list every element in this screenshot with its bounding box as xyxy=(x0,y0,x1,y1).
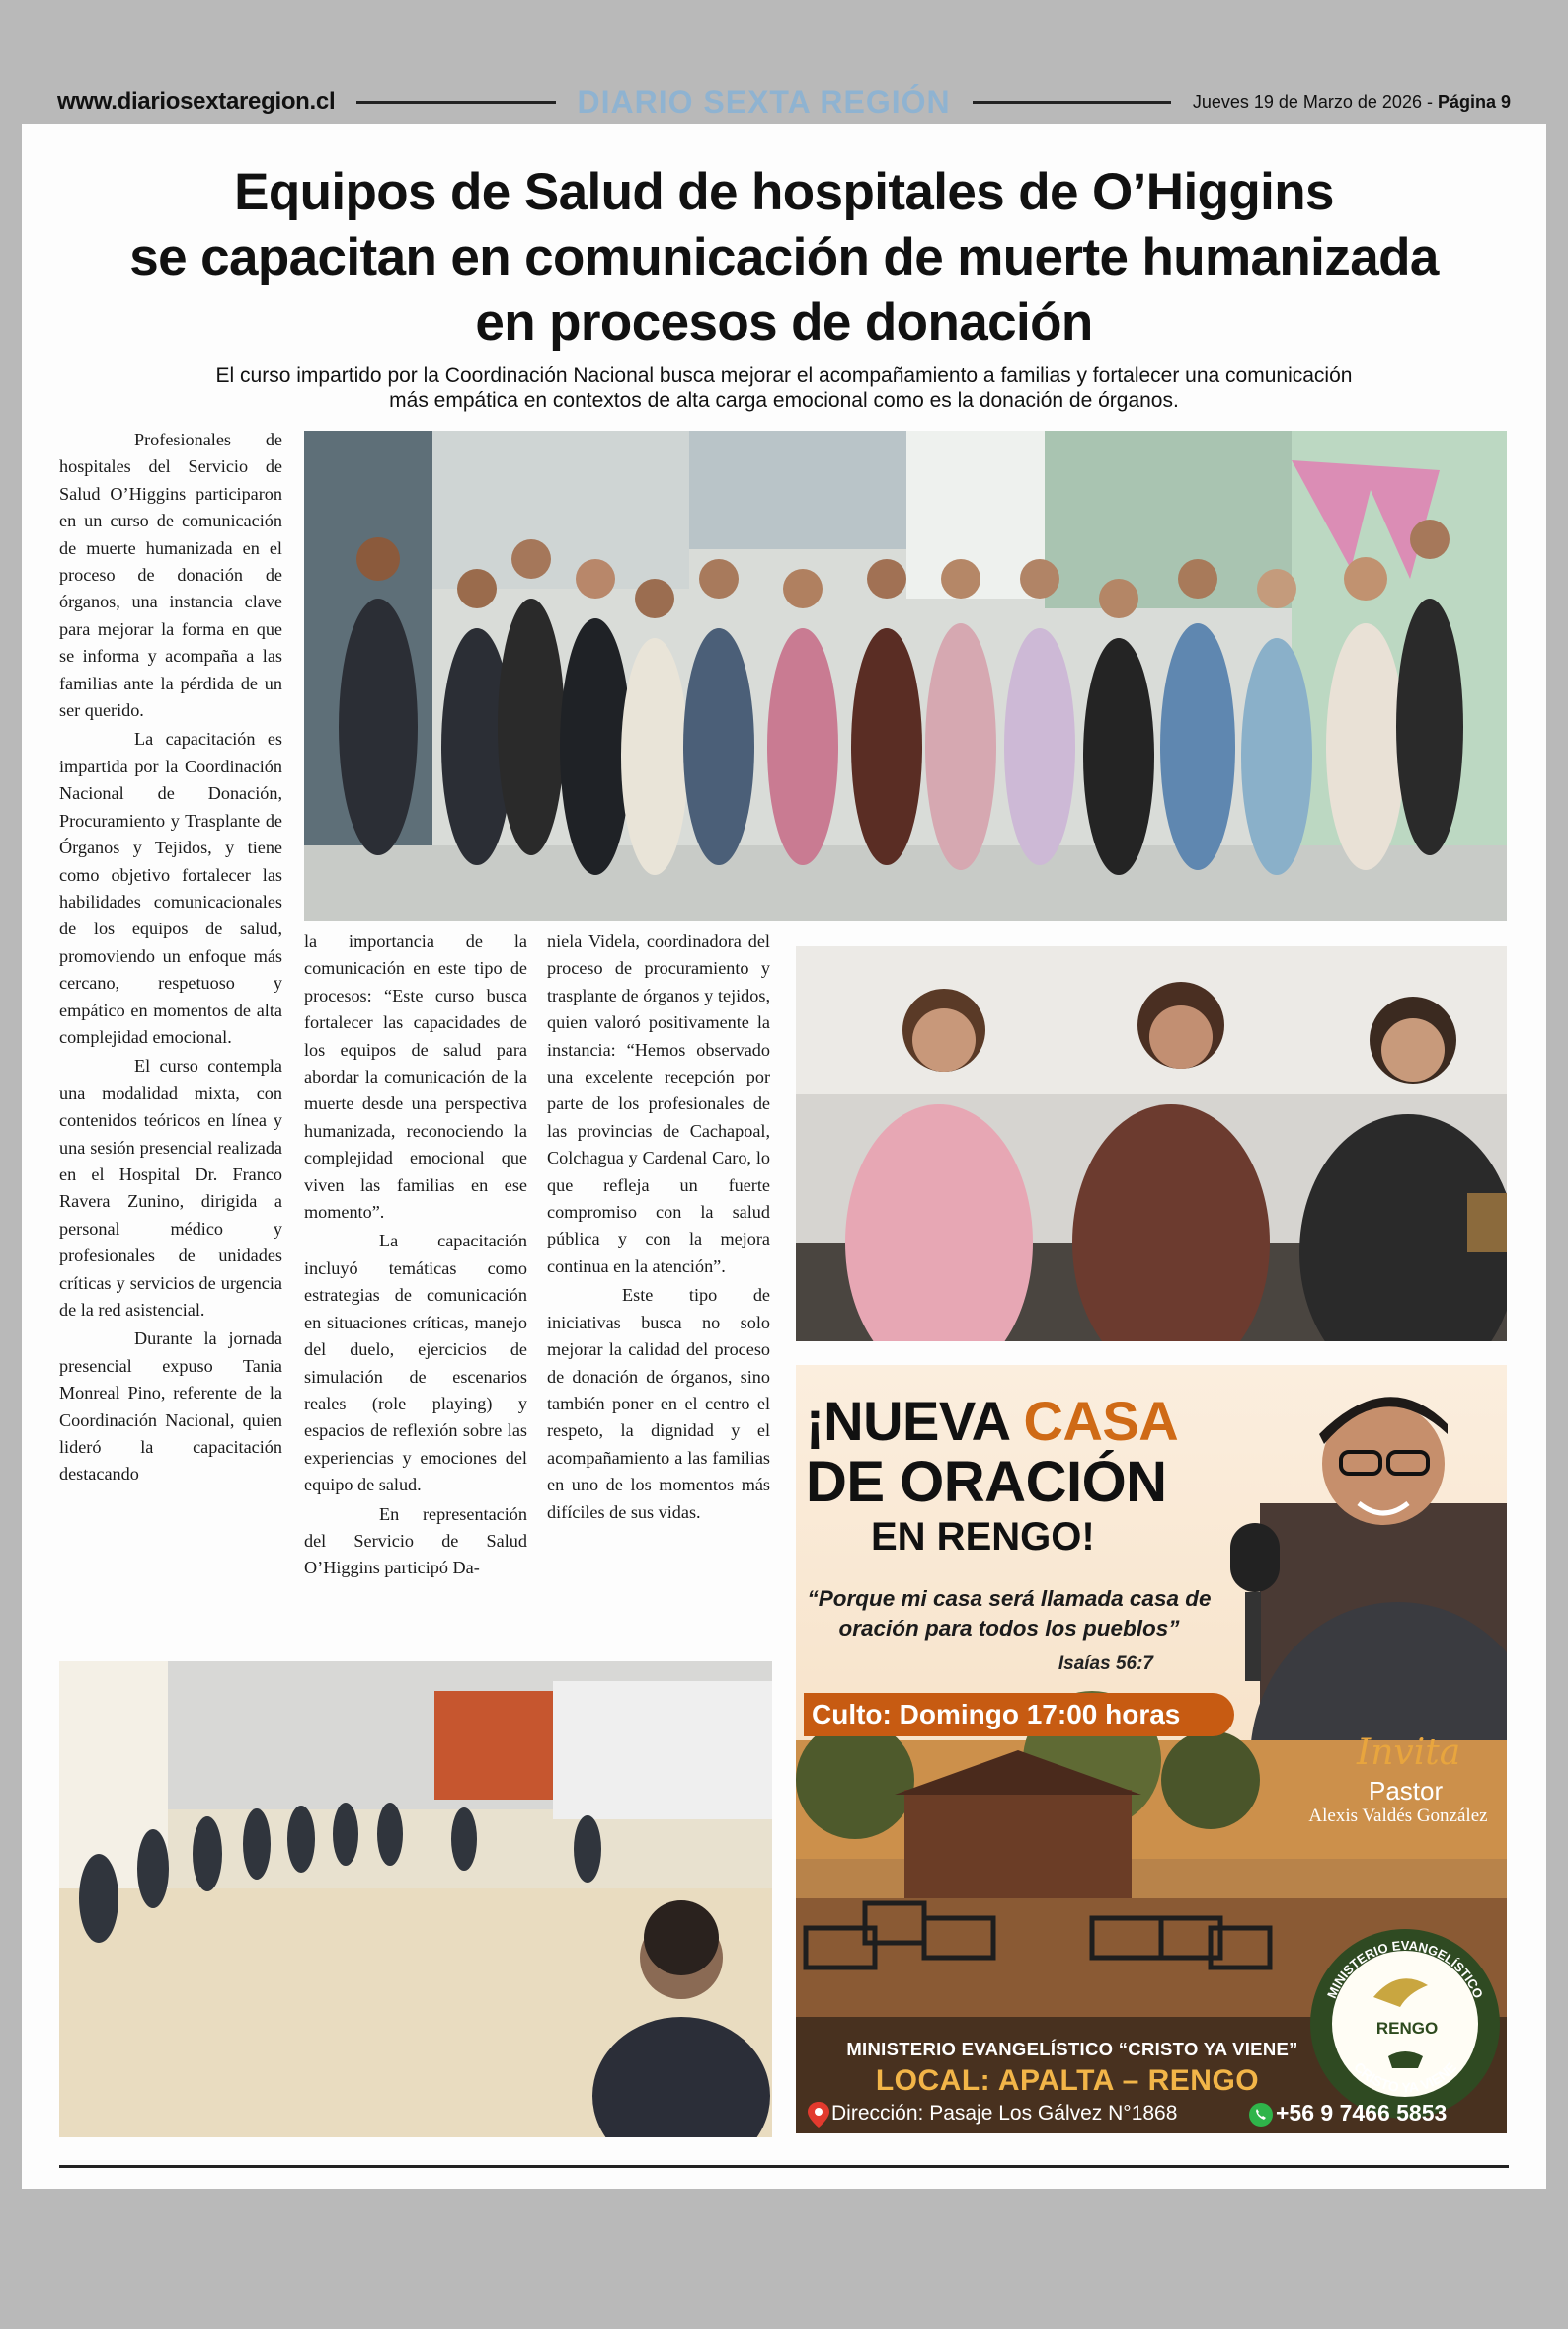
newspaper-name: DIARIO SEXTA REGIÓN xyxy=(577,83,951,120)
page-number: Página 9 xyxy=(1437,91,1511,112)
col1-paragraph-4: Durante la jornada presencial expuso Tania Monreal Pino, referente de la Coordinación Nacional, quien lideró la capacitación destacando xyxy=(59,1328,282,1485)
group-photo xyxy=(304,431,1507,921)
col2-paragraph-1: la importancia de la comunicación en este tipo de procesos: “Este curso busca fortalecer las capacidades de los equipos de salud para abordar la comunicación de la muerte desde una perspectiva humanizada, reconociendo la complejidad emocional que viven las familias en ese momento”. xyxy=(304,931,527,1223)
whatsapp-icon xyxy=(1248,2102,1274,2128)
headline-line-3: en procesos de donación xyxy=(475,293,1093,352)
col3-paragraph-1: niela Videla, coordinadora del proceso de procuramiento y trasplante de órganos y tejidos, quien valoró positivamente la instancia: “Hemos observado una excelente recepción por parte de los profesionales de las provincias de Cachapoal, Colchagua y Cardenal Caro, lo que refleja un fuerte compromiso con la salud pública y con la mejora continua en la atención”. xyxy=(547,931,770,1276)
website-url[interactable]: www.diariosextaregion.cl xyxy=(57,88,336,115)
col1-paragraph-3: El curso contempla una modalidad mixta, con contenidos teóricos en línea y una sesión presencial realizada en el Hospital Dr. Franco Ravera Zunino, dirigida a personal médico y profesionales de unidades críticas y servicios de urgencia de la red asistencial. xyxy=(59,1056,282,1320)
col1-paragraph-2: La capacitación es impartida por la Coordinación Nacional de Donación, Procuramiento y Trasplante de Órganos y Tejidos, y tiene como objetivo fortalecer las habilidades comunicacionales de los equipos de salud, promoviendo un enfoque más cercano, respetuoso y empático en momentos de alta complejidad emocional. xyxy=(59,729,282,1047)
article-column-3 xyxy=(547,928,770,1642)
issue-date xyxy=(1193,92,1511,113)
ad-title-part-2: CASA xyxy=(1023,1390,1179,1452)
col2-paragraph-2: La capacitación incluyó temáticas como estrategias de comunicación en situaciones críticas, manejo del duelo, ejercicios de simulación de escenarios reales (role playing) y espacios de reflexión sobre las experiencias y emociones del equipo de salud. xyxy=(304,1231,527,1495)
ad-title-line-1 xyxy=(806,1391,1178,1452)
ad-bible-verse: Isaías 56:7 xyxy=(1058,1653,1153,1674)
masthead xyxy=(22,81,1546,122)
ad-location: LOCAL: APALTA – RENGO xyxy=(875,2064,1260,2097)
article-column-2 xyxy=(304,928,527,1642)
ad-title-part-1: ¡NUEVA xyxy=(806,1390,1024,1452)
newspaper-page xyxy=(22,124,1546,2189)
ad-service-time: Culto: Domingo 17:00 horas xyxy=(804,1693,1234,1736)
seal-top-text: MINISTERIO EVANGELÍSTICO xyxy=(1323,1937,1486,2001)
article-column-1 xyxy=(59,427,282,1642)
ad-invite-label: Invita xyxy=(1357,1732,1461,1773)
ad-phone-number[interactable]: +56 9 7466 5853 xyxy=(1276,2100,1448,2126)
ad-ministry-name: MINISTERIO EVANGELÍSTICO “CRISTO YA VIENE” xyxy=(846,2039,1298,2059)
page-bottom-rule xyxy=(59,2165,1509,2168)
seated-participants-photo xyxy=(796,946,1507,1341)
ad-address: Dirección: Pasaje Los Gálvez N°1868 xyxy=(831,2102,1178,2125)
deck-line-1: El curso impartido por la Coordinación Nacional busca mejorar el acompañamiento a familias y fortalecer una comunicación xyxy=(215,364,1353,387)
col2-paragraph-3: En representación del Servicio de Salud O’Higgins participó Da- xyxy=(304,1503,527,1578)
article-deck xyxy=(170,363,1398,413)
headline-line-2: se capacitan en comunicación de muerte humanizada xyxy=(129,228,1439,286)
seal-center-text: RENGO xyxy=(1375,2019,1439,2038)
seated-participants-image xyxy=(796,946,1507,1341)
training-room-photo xyxy=(59,1661,772,2137)
headline-line-1: Equipos de Salud de hospitales de O’Higgins xyxy=(234,163,1334,221)
ad-title-line-3: EN RENGO! xyxy=(871,1515,1095,1559)
location-pin-icon xyxy=(808,2102,829,2128)
ad-bible-quote: “Porque mi casa será llamada casa de oración para todos los pueblos” xyxy=(807,1586,1212,1641)
masthead-rule-right xyxy=(973,101,1171,104)
col1-paragraph-1: Profesionales de hospitales del Servicio de Salud O’Higgins participaron en un curso de comunicación de muerte humanizada en el proceso de donación de órganos, una instancia clave para mejorar la forma en que se informa y acompaña a las familias ante la pérdida de un ser querido. xyxy=(59,430,282,721)
group-photo-image xyxy=(304,431,1507,921)
church-advertisement xyxy=(796,1365,1507,2133)
date-text: Jueves 19 de Marzo de 2026 - xyxy=(1192,91,1438,112)
ad-pastor-name: Alexis Valdés González xyxy=(1308,1806,1488,1826)
training-room-image xyxy=(59,1661,772,2137)
ad-title-line-2: DE ORACIÓN xyxy=(806,1450,1167,1514)
deck-line-2: más empática en contextos de alta carga emocional como es la donación de órganos. xyxy=(389,389,1179,412)
col3-paragraph-2: Este tipo de iniciativas busca no solo mejorar la calidad del proceso de donación de órganos, sino también poner en el centro el respeto, la dignidad y el acompañamiento a las familias en uno de los momentos más difíciles de sus vidas. xyxy=(547,1285,770,1522)
masthead-rule-left xyxy=(356,101,555,104)
article-headline xyxy=(51,160,1517,356)
ad-pastor-title: Pastor xyxy=(1369,1776,1444,1806)
seal-bottom-text: CRISTO YA VIENE xyxy=(1351,2058,1459,2096)
